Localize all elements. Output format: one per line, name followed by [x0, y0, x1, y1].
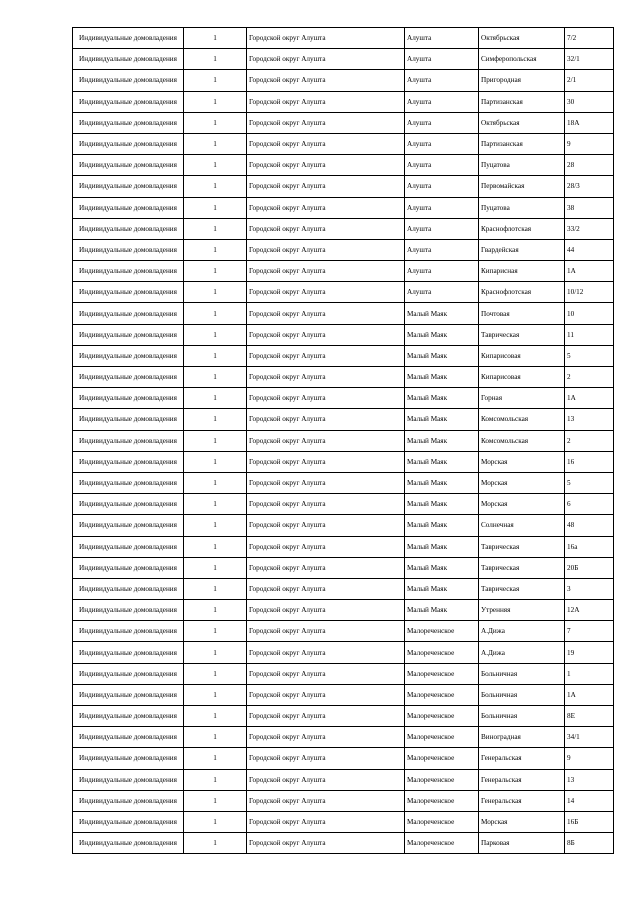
- cell-locality: Алушта: [405, 197, 479, 218]
- cell-building-type: Индивидуальные домовладения: [73, 663, 184, 684]
- cell-locality: Малый Маяк: [405, 578, 479, 599]
- cell-house-number: 1А: [565, 684, 614, 705]
- cell-locality: Малореченское: [405, 642, 479, 663]
- cell-street: Генеральская: [479, 769, 565, 790]
- cell-count: 1: [184, 600, 247, 621]
- cell-building-type: Индивидуальные домовладения: [73, 621, 184, 642]
- cell-district: Городской округ Алушта: [247, 748, 405, 769]
- table-row: [73, 367, 614, 388]
- cell-house-number: 2: [565, 367, 614, 388]
- table-row: [73, 49, 614, 70]
- cell-locality: Малореченское: [405, 727, 479, 748]
- cell-street: Партизанская: [479, 91, 565, 112]
- cell-district: Городской округ Алушта: [247, 621, 405, 642]
- table-row: [73, 345, 614, 366]
- cell-district: Городской округ Алушта: [247, 600, 405, 621]
- cell-count: 1: [184, 727, 247, 748]
- cell-count: 1: [184, 642, 247, 663]
- table-row: [73, 472, 614, 493]
- cell-locality: Алушта: [405, 49, 479, 70]
- cell-street: Партизанская: [479, 133, 565, 154]
- table-row: [73, 176, 614, 197]
- cell-house-number: 16а: [565, 536, 614, 557]
- cell-locality: Малореченское: [405, 663, 479, 684]
- cell-house-number: 7: [565, 621, 614, 642]
- cell-count: 1: [184, 790, 247, 811]
- cell-count: 1: [184, 49, 247, 70]
- table-row: [73, 600, 614, 621]
- table-body: [73, 28, 614, 854]
- cell-street: Кипарисная: [479, 261, 565, 282]
- cell-district: Городской округ Алушта: [247, 367, 405, 388]
- cell-count: 1: [184, 472, 247, 493]
- cell-locality: Малый Маяк: [405, 409, 479, 430]
- cell-count: 1: [184, 811, 247, 832]
- cell-house-number: 32/1: [565, 49, 614, 70]
- cell-count: 1: [184, 388, 247, 409]
- cell-street: Утренняя: [479, 600, 565, 621]
- cell-building-type: Индивидуальные домовладения: [73, 600, 184, 621]
- cell-district: Городской округ Алушта: [247, 515, 405, 536]
- cell-count: 1: [184, 91, 247, 112]
- cell-locality: Малый Маяк: [405, 515, 479, 536]
- cell-house-number: 14: [565, 790, 614, 811]
- cell-street: Почтовая: [479, 303, 565, 324]
- cell-district: Городской округ Алушта: [247, 790, 405, 811]
- cell-district: Городской округ Алушта: [247, 769, 405, 790]
- cell-house-number: 11: [565, 324, 614, 345]
- table-row: [73, 684, 614, 705]
- cell-district: Городской округ Алушта: [247, 197, 405, 218]
- cell-building-type: Индивидуальные домовладения: [73, 557, 184, 578]
- cell-house-number: 30: [565, 91, 614, 112]
- cell-house-number: 48: [565, 515, 614, 536]
- cell-street: Пуцатова: [479, 155, 565, 176]
- cell-district: Городской округ Алушта: [247, 155, 405, 176]
- cell-count: 1: [184, 70, 247, 91]
- table-row: [73, 388, 614, 409]
- cell-house-number: 9: [565, 133, 614, 154]
- cell-count: 1: [184, 324, 247, 345]
- cell-building-type: Индивидуальные домовладения: [73, 684, 184, 705]
- cell-street: Октябрьская: [479, 28, 565, 49]
- table-row: [73, 155, 614, 176]
- cell-count: 1: [184, 409, 247, 430]
- cell-locality: Малореченское: [405, 790, 479, 811]
- cell-locality: Малый Маяк: [405, 345, 479, 366]
- cell-locality: Малореченское: [405, 811, 479, 832]
- cell-count: 1: [184, 28, 247, 49]
- cell-locality: Малый Маяк: [405, 557, 479, 578]
- cell-street: Горная: [479, 388, 565, 409]
- cell-count: 1: [184, 578, 247, 599]
- table-row: [73, 409, 614, 430]
- cell-district: Городской округ Алушта: [247, 239, 405, 260]
- cell-house-number: 2: [565, 430, 614, 451]
- cell-count: 1: [184, 769, 247, 790]
- cell-building-type: Индивидуальные домовладения: [73, 91, 184, 112]
- cell-district: Городской округ Алушта: [247, 324, 405, 345]
- cell-street: Виноградная: [479, 727, 565, 748]
- cell-building-type: Индивидуальные домовладения: [73, 49, 184, 70]
- cell-locality: Малый Маяк: [405, 324, 479, 345]
- cell-locality: Алушта: [405, 176, 479, 197]
- cell-street: Парковая: [479, 833, 565, 854]
- cell-street: Первомайская: [479, 176, 565, 197]
- cell-street: Кипарисовая: [479, 367, 565, 388]
- cell-district: Городской округ Алушта: [247, 49, 405, 70]
- cell-count: 1: [184, 663, 247, 684]
- cell-locality: Алушта: [405, 218, 479, 239]
- table-row: [73, 197, 614, 218]
- cell-count: 1: [184, 494, 247, 515]
- cell-district: Городской округ Алушта: [247, 388, 405, 409]
- cell-district: Городской округ Алушта: [247, 282, 405, 303]
- cell-district: Городской округ Алушта: [247, 494, 405, 515]
- cell-building-type: Индивидуальные домовладения: [73, 748, 184, 769]
- cell-locality: Алушта: [405, 155, 479, 176]
- cell-house-number: 13: [565, 769, 614, 790]
- cell-house-number: 38: [565, 197, 614, 218]
- cell-house-number: 3: [565, 578, 614, 599]
- cell-count: 1: [184, 706, 247, 727]
- cell-count: 1: [184, 748, 247, 769]
- cell-street: Больничная: [479, 663, 565, 684]
- cell-house-number: 10: [565, 303, 614, 324]
- cell-district: Городской округ Алушта: [247, 133, 405, 154]
- cell-house-number: 6: [565, 494, 614, 515]
- table-row: [73, 282, 614, 303]
- table-row: [73, 324, 614, 345]
- cell-street: Симферопольская: [479, 49, 565, 70]
- cell-street: А.Дижа: [479, 642, 565, 663]
- cell-locality: Малый Маяк: [405, 430, 479, 451]
- cell-building-type: Индивидуальные домовладения: [73, 218, 184, 239]
- cell-street: Комсомольская: [479, 430, 565, 451]
- cell-count: 1: [184, 621, 247, 642]
- cell-district: Городской округ Алушта: [247, 303, 405, 324]
- cell-building-type: Индивидуальные домовладения: [73, 28, 184, 49]
- table-row: [73, 515, 614, 536]
- cell-district: Городской округ Алушта: [247, 536, 405, 557]
- cell-count: 1: [184, 133, 247, 154]
- cell-district: Городской округ Алушта: [247, 218, 405, 239]
- cell-district: Городской округ Алушта: [247, 557, 405, 578]
- cell-street: Таврическая: [479, 557, 565, 578]
- cell-locality: Малый Маяк: [405, 303, 479, 324]
- table-row: [73, 261, 614, 282]
- cell-house-number: 19: [565, 642, 614, 663]
- cell-district: Городской округ Алушта: [247, 261, 405, 282]
- cell-locality: Малореченское: [405, 748, 479, 769]
- cell-building-type: Индивидуальные домовладения: [73, 70, 184, 91]
- cell-district: Городской округ Алушта: [247, 642, 405, 663]
- cell-house-number: 16: [565, 451, 614, 472]
- table-row: [73, 642, 614, 663]
- cell-locality: Малореченское: [405, 706, 479, 727]
- cell-street: Больничная: [479, 684, 565, 705]
- cell-building-type: Индивидуальные домовладения: [73, 642, 184, 663]
- cell-district: Городской округ Алушта: [247, 176, 405, 197]
- cell-locality: Алушта: [405, 70, 479, 91]
- cell-count: 1: [184, 155, 247, 176]
- cell-house-number: 8Е: [565, 706, 614, 727]
- cell-house-number: 1: [565, 663, 614, 684]
- cell-building-type: Индивидуальные домовладения: [73, 345, 184, 366]
- cell-house-number: 33/2: [565, 218, 614, 239]
- cell-locality: Малый Маяк: [405, 494, 479, 515]
- cell-house-number: 1А: [565, 261, 614, 282]
- cell-locality: Малый Маяк: [405, 367, 479, 388]
- cell-locality: Алушта: [405, 112, 479, 133]
- table-row: [73, 663, 614, 684]
- cell-street: Пуцатова: [479, 197, 565, 218]
- cell-house-number: 28/3: [565, 176, 614, 197]
- cell-street: Пригородная: [479, 70, 565, 91]
- cell-building-type: Индивидуальные домовладения: [73, 261, 184, 282]
- cell-locality: Малореченское: [405, 621, 479, 642]
- cell-locality: Малый Маяк: [405, 451, 479, 472]
- cell-district: Городской округ Алушта: [247, 727, 405, 748]
- cell-house-number: 5: [565, 472, 614, 493]
- cell-house-number: 8Б: [565, 833, 614, 854]
- cell-house-number: 16Б: [565, 811, 614, 832]
- cell-street: А.Дижа: [479, 621, 565, 642]
- cell-locality: Малый Маяк: [405, 536, 479, 557]
- cell-building-type: Индивидуальные домовладения: [73, 239, 184, 260]
- cell-house-number: 28: [565, 155, 614, 176]
- cell-building-type: Индивидуальные домовладения: [73, 833, 184, 854]
- cell-district: Городской округ Алушта: [247, 28, 405, 49]
- table-row: [73, 70, 614, 91]
- cell-street: Кипарисовая: [479, 345, 565, 366]
- cell-building-type: Индивидуальные домовладения: [73, 727, 184, 748]
- cell-locality: Малореченское: [405, 684, 479, 705]
- cell-building-type: Индивидуальные домовладения: [73, 451, 184, 472]
- cell-building-type: Индивидуальные домовладения: [73, 155, 184, 176]
- table-row: [73, 727, 614, 748]
- cell-street: Морская: [479, 811, 565, 832]
- cell-street: Таврическая: [479, 578, 565, 599]
- cell-building-type: Индивидуальные домовладения: [73, 367, 184, 388]
- cell-building-type: Индивидуальные домовладения: [73, 197, 184, 218]
- table-row: [73, 451, 614, 472]
- cell-house-number: 9: [565, 748, 614, 769]
- cell-locality: Алушта: [405, 261, 479, 282]
- cell-house-number: 5: [565, 345, 614, 366]
- table-row: [73, 748, 614, 769]
- cell-street: Краснофлотская: [479, 218, 565, 239]
- table-row: [73, 494, 614, 515]
- cell-locality: Малореченское: [405, 769, 479, 790]
- cell-building-type: Индивидуальные домовладения: [73, 388, 184, 409]
- cell-building-type: Индивидуальные домовладения: [73, 409, 184, 430]
- cell-count: 1: [184, 451, 247, 472]
- cell-building-type: Индивидуальные домовладения: [73, 578, 184, 599]
- cell-count: 1: [184, 197, 247, 218]
- table-row: [73, 621, 614, 642]
- cell-district: Городской округ Алушта: [247, 345, 405, 366]
- table-row: [73, 536, 614, 557]
- table-row: [73, 430, 614, 451]
- cell-building-type: Индивидуальные домовладения: [73, 303, 184, 324]
- cell-district: Городской округ Алушта: [247, 663, 405, 684]
- cell-building-type: Индивидуальные домовладения: [73, 472, 184, 493]
- cell-house-number: 7/2: [565, 28, 614, 49]
- cell-street: Генеральская: [479, 790, 565, 811]
- cell-building-type: Индивидуальные домовладения: [73, 536, 184, 557]
- table-row: [73, 91, 614, 112]
- cell-building-type: Индивидуальные домовладения: [73, 112, 184, 133]
- cell-building-type: Индивидуальные домовладения: [73, 430, 184, 451]
- cell-count: 1: [184, 536, 247, 557]
- cell-street: Октябрьская: [479, 112, 565, 133]
- cell-locality: Алушта: [405, 133, 479, 154]
- table-row: [73, 706, 614, 727]
- cell-street: Морская: [479, 472, 565, 493]
- cell-house-number: 1А: [565, 388, 614, 409]
- cell-district: Городской округ Алушта: [247, 70, 405, 91]
- cell-count: 1: [184, 282, 247, 303]
- cell-house-number: 10/12: [565, 282, 614, 303]
- cell-building-type: Индивидуальные домовладения: [73, 494, 184, 515]
- cell-building-type: Индивидуальные домовладения: [73, 769, 184, 790]
- cell-street: Морская: [479, 494, 565, 515]
- cell-count: 1: [184, 515, 247, 536]
- cell-count: 1: [184, 557, 247, 578]
- table-row: [73, 239, 614, 260]
- cell-count: 1: [184, 112, 247, 133]
- cell-street: Краснофлотская: [479, 282, 565, 303]
- table-row: [73, 28, 614, 49]
- cell-count: 1: [184, 303, 247, 324]
- cell-street: Таврическая: [479, 536, 565, 557]
- cell-building-type: Индивидуальные домовладения: [73, 133, 184, 154]
- cell-district: Городской округ Алушта: [247, 472, 405, 493]
- cell-district: Городской округ Алушта: [247, 112, 405, 133]
- cell-locality: Алушта: [405, 239, 479, 260]
- cell-house-number: 2/1: [565, 70, 614, 91]
- cell-building-type: Индивидуальные домовладения: [73, 324, 184, 345]
- cell-district: Городской округ Алушта: [247, 451, 405, 472]
- cell-district: Городской округ Алушта: [247, 684, 405, 705]
- cell-building-type: Индивидуальные домовладения: [73, 790, 184, 811]
- table-row: [73, 811, 614, 832]
- cell-building-type: Индивидуальные домовладения: [73, 706, 184, 727]
- cell-district: Городской округ Алушта: [247, 91, 405, 112]
- cell-building-type: Индивидуальные домовладения: [73, 282, 184, 303]
- cell-locality: Малый Маяк: [405, 388, 479, 409]
- cell-street: Солнечная: [479, 515, 565, 536]
- table-row: [73, 557, 614, 578]
- cell-house-number: 13: [565, 409, 614, 430]
- table-row: [73, 303, 614, 324]
- cell-district: Городской округ Алушта: [247, 409, 405, 430]
- cell-house-number: 44: [565, 239, 614, 260]
- cell-street: Гвардейская: [479, 239, 565, 260]
- table-row: [73, 769, 614, 790]
- cell-count: 1: [184, 345, 247, 366]
- table-row: [73, 578, 614, 599]
- cell-locality: Малый Маяк: [405, 472, 479, 493]
- table-row: [73, 133, 614, 154]
- cell-district: Городской округ Алушта: [247, 578, 405, 599]
- cell-street: Таврическая: [479, 324, 565, 345]
- cell-count: 1: [184, 261, 247, 282]
- table-row: [73, 790, 614, 811]
- cell-locality: Малый Маяк: [405, 600, 479, 621]
- cell-district: Городской округ Алушта: [247, 430, 405, 451]
- cell-count: 1: [184, 833, 247, 854]
- cell-street: Комсомольская: [479, 409, 565, 430]
- table-row: [73, 833, 614, 854]
- cell-count: 1: [184, 218, 247, 239]
- cell-district: Городской округ Алушта: [247, 706, 405, 727]
- cell-building-type: Индивидуальные домовладения: [73, 515, 184, 536]
- cell-street: Генеральская: [479, 748, 565, 769]
- cell-house-number: 12А: [565, 600, 614, 621]
- cell-count: 1: [184, 684, 247, 705]
- cell-building-type: Индивидуальные домовладения: [73, 811, 184, 832]
- cell-house-number: 18А: [565, 112, 614, 133]
- cell-locality: Алушта: [405, 91, 479, 112]
- cell-count: 1: [184, 367, 247, 388]
- table-row: [73, 218, 614, 239]
- cell-locality: Малореченское: [405, 833, 479, 854]
- cell-count: 1: [184, 430, 247, 451]
- cell-district: Городской округ Алушта: [247, 833, 405, 854]
- table-row: [73, 112, 614, 133]
- cell-building-type: Индивидуальные домовладения: [73, 176, 184, 197]
- cell-locality: Алушта: [405, 282, 479, 303]
- cell-count: 1: [184, 239, 247, 260]
- address-table: [72, 27, 614, 854]
- cell-locality: Алушта: [405, 28, 479, 49]
- cell-house-number: 20Б: [565, 557, 614, 578]
- cell-count: 1: [184, 176, 247, 197]
- cell-street: Морская: [479, 451, 565, 472]
- cell-street: Больничная: [479, 706, 565, 727]
- cell-district: Городской округ Алушта: [247, 811, 405, 832]
- cell-house-number: 34/1: [565, 727, 614, 748]
